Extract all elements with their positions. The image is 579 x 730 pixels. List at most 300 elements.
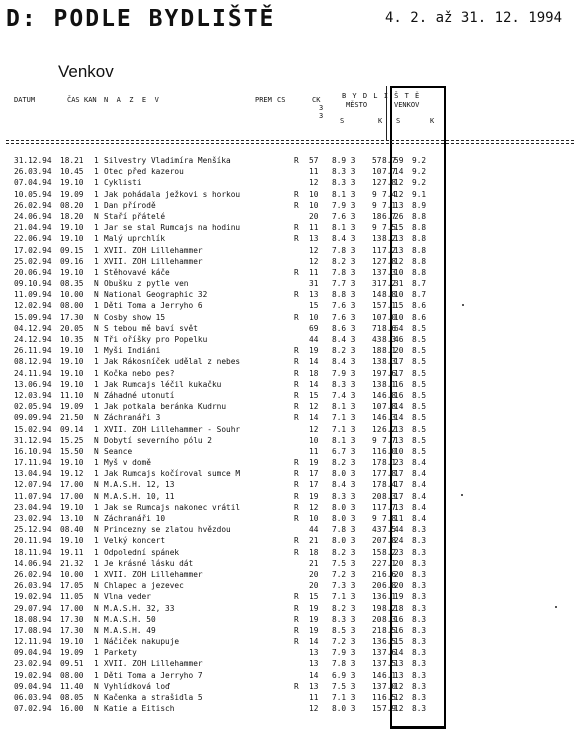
row-premiere: R	[294, 681, 299, 691]
col-header-kan: KAN	[84, 96, 97, 104]
row-date: 09.10.94	[14, 279, 52, 289]
row-venkov-s: 13	[394, 234, 404, 244]
row-mesto-s: 22	[372, 558, 382, 568]
row-premiere: R	[294, 390, 299, 400]
row-mesto-s: 17	[372, 458, 382, 468]
row-time: 11.05	[60, 592, 84, 602]
row-share: 14	[309, 379, 319, 389]
row-venkov-k: 8.3	[412, 592, 427, 602]
row-date: 19.02.94	[14, 670, 52, 680]
row-share: 10	[309, 189, 319, 199]
row-title: National Geographic 32	[104, 290, 208, 300]
row-channel: N	[94, 435, 99, 445]
row-venkov-k: 8.5	[412, 379, 427, 389]
row-time: 17.30	[60, 614, 84, 624]
row-time: 19.10	[60, 178, 84, 188]
table-row	[14, 211, 450, 222]
row-share: 10	[309, 200, 319, 210]
row-share: 18	[309, 547, 319, 557]
row-title: Vyhlídková loď	[104, 681, 170, 691]
row-time: 17.00	[60, 480, 84, 490]
row-channel: N	[94, 491, 99, 501]
row-venkov-k: 8.3	[412, 569, 427, 579]
row-share: 11	[309, 167, 319, 177]
row-mesto-k: 7.0	[382, 681, 397, 691]
row-mesto-k: 8.5	[382, 625, 397, 635]
row-date: 06.03.94	[14, 693, 52, 702]
table-row	[14, 658, 450, 669]
row-date: 04.12.94	[14, 323, 52, 333]
row-share: 11	[309, 693, 319, 702]
row-time: 19.10	[60, 346, 84, 356]
row-channel: 1	[94, 469, 99, 479]
row-date: 10.05.94	[14, 189, 52, 199]
row-mesto-s: 13	[372, 267, 382, 277]
row-mesto-s: 9	[372, 514, 377, 523]
row-venkov-k: 8.7	[412, 290, 427, 300]
row-premiere: R	[294, 413, 299, 423]
row-mesto-k: 8.2	[382, 547, 397, 557]
row-date: 29.07.94	[14, 603, 52, 613]
row-share: 19	[309, 625, 319, 635]
row-time: 08.00	[60, 301, 84, 311]
row-title: Princezny se zlatou hvězdou	[104, 525, 231, 535]
row-title: Kačenka a strašidla 5	[104, 693, 203, 702]
row-venkov-k: 8.5	[412, 435, 427, 445]
table-row	[14, 524, 450, 535]
row-mesto-k: 8.4	[382, 480, 397, 490]
row-title: M.A.S.H. 10, 11	[104, 491, 175, 501]
row-channel: 1	[94, 402, 99, 412]
row-share: 13	[309, 290, 319, 300]
row-date: 13.06.94	[14, 379, 52, 389]
row-venkov-s: 14	[394, 402, 404, 412]
row-share: 11	[309, 223, 319, 233]
row-channel: 1	[94, 200, 99, 210]
table-row	[14, 670, 450, 681]
row-premiere: R	[294, 592, 299, 602]
row-venkov-k: 8.8	[412, 267, 427, 277]
row-venkov-k: 9.2	[412, 167, 427, 177]
row-channel: N	[94, 211, 99, 221]
row-mesto-k: 6.8	[382, 581, 397, 591]
row-venkov-k: 8.3	[412, 681, 427, 691]
table-row	[14, 681, 450, 692]
row-share: 20	[309, 581, 319, 591]
table-row	[14, 446, 450, 457]
row-mesto-s: 15	[372, 547, 382, 557]
row-premiere: R	[294, 312, 299, 322]
row-channel: 1	[94, 659, 99, 669]
col-header-prem: PREM	[255, 96, 272, 104]
row-mesto-s: 10	[372, 312, 382, 322]
row-venkov-k: 8.4	[412, 514, 427, 523]
table-row	[14, 345, 450, 356]
table-row	[14, 603, 450, 614]
row-venkov-k: 8.3	[412, 547, 427, 557]
table-row	[14, 222, 450, 233]
row-title: XVII. ZOH Lillehammer	[104, 256, 203, 266]
row-mesto-s: 71	[372, 323, 382, 333]
row-ck: 7.1 3	[332, 424, 356, 434]
row-title: Malý uprchlík	[104, 234, 166, 244]
row-ck: 8.2 3	[332, 603, 356, 613]
row-channel: N	[94, 614, 99, 624]
row-channel: N	[94, 312, 99, 322]
row-premiere: R	[294, 234, 299, 244]
row-title: Velký koncert	[104, 536, 166, 546]
table-row	[14, 200, 450, 211]
row-channel: 1	[94, 558, 99, 568]
row-title: Záchranáři 3	[104, 413, 161, 423]
row-venkov-k: 8.3	[412, 603, 427, 613]
row-ck: 8.4 3	[332, 335, 356, 344]
row-venkov-s: 16	[394, 625, 404, 635]
row-date: 19.02.94	[14, 592, 52, 602]
row-share: 44	[309, 525, 319, 535]
table-row	[14, 368, 450, 379]
row-channel: N	[94, 323, 99, 333]
row-title: Otec před kazerou	[104, 167, 184, 177]
row-share: 69	[309, 323, 319, 333]
row-share: 31	[309, 279, 319, 289]
row-mesto-k: 6.1	[382, 592, 397, 602]
table-row	[14, 614, 450, 625]
row-mesto-k: 8.3	[382, 357, 397, 367]
row-mesto-s: 9	[372, 200, 377, 210]
row-mesto-s: 12	[372, 178, 382, 188]
row-ck: 8.9 3	[332, 156, 356, 165]
row-title: Myš v domě	[104, 458, 151, 468]
row-venkov-k: 8.8	[412, 223, 427, 233]
row-share: 19	[309, 458, 319, 468]
row-venkov-s: 46	[394, 335, 404, 344]
row-channel: N	[94, 279, 99, 289]
row-venkov-k: 8.5	[412, 446, 427, 456]
row-date: 08.12.94	[14, 357, 52, 367]
row-title: XVII. ZOH Lillehammer - Souhr	[104, 424, 241, 434]
row-date: 25.12.94	[14, 525, 52, 535]
data-table	[14, 155, 450, 714]
row-channel: 1	[94, 648, 99, 658]
row-premiere: R	[294, 223, 299, 233]
row-ck: 8.0 3	[332, 704, 356, 714]
row-mesto-k: 7.4	[382, 189, 397, 199]
row-time: 21.32	[60, 558, 84, 568]
row-time: 19.09	[60, 648, 84, 658]
row-premiere: R	[294, 469, 299, 479]
row-ck: 8.3 3	[332, 491, 356, 501]
row-title: Náčiček nakupuje	[104, 637, 180, 647]
row-share: 15	[309, 301, 319, 311]
row-ck: 8.0 3	[332, 536, 356, 546]
row-share: 19	[309, 614, 319, 624]
row-channel: 1	[94, 357, 99, 367]
row-channel: 1	[94, 245, 99, 255]
row-premiere: R	[294, 267, 299, 277]
row-venkov-k: 8.9	[412, 200, 427, 210]
row-venkov-s: 15	[394, 637, 404, 647]
row-venkov-s: 17	[394, 480, 404, 490]
row-date: 14.06.94	[14, 558, 52, 568]
row-venkov-k: 8.4	[412, 502, 427, 512]
date-range: 4. 2. až 31. 12. 1994	[385, 10, 563, 26]
row-mesto-s: 9	[372, 223, 377, 233]
row-title: Obušku z pytle ven	[104, 279, 189, 289]
speck	[462, 304, 464, 306]
row-title: XVII. ZOH Lillehammer	[104, 659, 203, 669]
row-share: 17	[309, 469, 319, 479]
col-header-ck-sub: 3 3	[319, 104, 324, 120]
row-time: 19.10	[60, 368, 84, 378]
row-ck: 8.0 3	[332, 502, 356, 512]
row-share: 12	[309, 178, 319, 188]
row-mesto-k: 7.9	[382, 704, 397, 714]
row-venkov-s: 20	[394, 581, 404, 591]
row-venkov-k: 8.8	[412, 245, 427, 255]
row-time: 08.00	[60, 670, 84, 680]
row-mesto-s: 15	[372, 704, 382, 714]
row-venkov-s: 16	[394, 390, 404, 400]
table-row	[14, 692, 450, 703]
row-premiere: R	[294, 547, 299, 557]
row-venkov-k: 8.3	[412, 670, 427, 680]
row-venkov-s: 20	[394, 346, 404, 356]
row-mesto-k: 7.8	[382, 402, 397, 412]
row-premiere: R	[294, 603, 299, 613]
row-venkov-s: 13	[394, 670, 404, 680]
row-mesto-k: 7.6	[382, 648, 397, 658]
row-time: 11.40	[60, 681, 84, 691]
row-ck: 8.4 3	[332, 357, 356, 367]
row-mesto-k: 7.7	[382, 502, 397, 512]
row-mesto-s: 57	[372, 156, 382, 165]
row-date: 18.11.94	[14, 547, 52, 557]
table-row	[14, 457, 450, 468]
row-channel: N	[94, 625, 99, 635]
row-date: 13.04.94	[14, 469, 52, 479]
row-channel: 1	[94, 502, 99, 512]
row-title: Jar se stal Rumcajs na hodinu	[104, 223, 241, 233]
row-mesto-s: 15	[372, 301, 382, 311]
row-time: 19.10	[60, 223, 84, 233]
row-venkov-s: 12	[394, 704, 404, 714]
row-time: 19.10	[60, 637, 84, 647]
col-header-ck: CK	[312, 96, 321, 104]
row-title: Dan přírodě	[104, 200, 156, 210]
row-title: Staří přátelé	[104, 211, 166, 221]
table-row	[14, 647, 450, 658]
row-venkov-s: 15	[394, 301, 404, 311]
row-venkov-k: 8.7	[412, 279, 427, 289]
header-rule	[6, 140, 574, 141]
row-mesto-k: 6.5	[382, 637, 397, 647]
row-title: Cyklisti	[104, 178, 142, 188]
table-row	[14, 535, 450, 546]
row-premiere: R	[294, 379, 299, 389]
row-venkov-k: 9.1	[412, 189, 427, 199]
row-share: 14	[309, 357, 319, 367]
row-venkov-k: 8.8	[412, 211, 427, 221]
row-date: 17.02.94	[14, 245, 52, 255]
row-title: M.A.S.H. 50	[104, 614, 156, 624]
row-mesto-k: 8.6	[382, 323, 397, 333]
row-ck: 8.2 3	[332, 547, 356, 557]
row-venkov-s: 13	[394, 424, 404, 434]
row-mesto-s: 14	[372, 290, 382, 300]
row-share: 20	[309, 569, 319, 579]
row-mesto-k: 7.2	[382, 279, 397, 289]
row-time: 19.10	[60, 234, 84, 244]
row-ck: 7.9 3	[332, 648, 356, 658]
row-venkov-s: 14	[394, 167, 404, 177]
row-ck: 7.1 3	[332, 413, 356, 423]
row-date: 26.11.94	[14, 346, 52, 356]
row-channel: 1	[94, 178, 99, 188]
row-time: 09.14	[60, 424, 84, 434]
row-mesto-s: 21	[372, 569, 382, 579]
section-subtitle: Venkov	[58, 62, 114, 81]
row-title: M.A.S.H. 12, 13	[104, 480, 175, 490]
row-time: 19.10	[60, 458, 84, 468]
row-channel: N	[94, 592, 99, 602]
row-title: Odpolední spánek	[104, 547, 180, 557]
row-title: XVII. ZOH Lillehammer	[104, 245, 203, 255]
row-channel: N	[94, 704, 99, 714]
row-mesto-k: 7.8	[382, 256, 397, 266]
row-title: Tři oříšky pro Popelku	[104, 335, 208, 344]
table-row	[14, 424, 450, 435]
row-mesto-s: 13	[372, 234, 382, 244]
row-time: 19.10	[60, 502, 84, 512]
row-mesto-s: 11	[372, 502, 382, 512]
row-venkov-s: 16	[394, 379, 404, 389]
row-venkov-k: 8.4	[412, 480, 427, 490]
col-header-cs: CS	[277, 96, 286, 104]
row-premiere: R	[294, 189, 299, 199]
row-ck: 6.9 3	[332, 670, 356, 680]
speck	[461, 494, 463, 496]
row-channel: 1	[94, 368, 99, 378]
table-row	[14, 513, 450, 524]
row-title: Jak Rákosníček udělal z nebes	[104, 357, 241, 367]
row-venkov-s: 14	[394, 413, 404, 423]
row-venkov-s: 14	[394, 648, 404, 658]
row-date: 07.02.94	[14, 704, 52, 714]
row-mesto-s: 13	[372, 659, 382, 669]
row-mesto-s: 11	[372, 446, 382, 456]
row-mesto-k: 8.1	[382, 346, 397, 356]
row-venkov-k: 8.5	[412, 357, 427, 367]
table-row	[14, 300, 450, 311]
row-title: Jak pohádala ježkovi s horkou	[104, 189, 241, 199]
row-mesto-k: 6.2	[382, 424, 397, 434]
row-share: 19	[309, 603, 319, 613]
row-mesto-s: 13	[372, 379, 382, 389]
row-venkov-k: 8.8	[412, 234, 427, 244]
table-row	[14, 166, 450, 177]
row-share: 11	[309, 267, 319, 277]
row-time: 13.10	[60, 514, 84, 523]
table-row	[14, 558, 450, 569]
row-time: 19.10	[60, 267, 84, 277]
row-venkov-s: 23	[394, 458, 404, 468]
row-date: 09.04.94	[14, 648, 52, 658]
row-share: 14	[309, 637, 319, 647]
row-channel: 1	[94, 424, 99, 434]
row-venkov-k: 8.5	[412, 424, 427, 434]
row-time: 10.45	[60, 167, 84, 177]
row-mesto-s: 11	[372, 693, 382, 702]
row-ck: 7.8 3	[332, 525, 356, 535]
row-venkov-s: 11	[394, 514, 404, 523]
row-ck: 7.3 3	[332, 581, 356, 591]
table-row	[14, 479, 450, 490]
row-ck: 8.8 3	[332, 290, 356, 300]
row-share: 20	[309, 211, 319, 221]
row-channel: N	[94, 693, 99, 702]
row-share: 18	[309, 368, 319, 378]
col-header-datum: DATUM	[14, 96, 36, 104]
row-mesto-k: 8.1	[382, 379, 397, 389]
col-header-mesto-s: S	[340, 117, 345, 125]
row-channel: N	[94, 603, 99, 613]
row-mesto-s: 31	[372, 279, 382, 289]
table-row	[14, 390, 450, 401]
row-date: 11.07.94	[14, 491, 52, 501]
row-time: 15.25	[60, 435, 84, 445]
row-venkov-k: 8.5	[412, 390, 427, 400]
row-ck: 8.4 3	[332, 234, 356, 244]
row-venkov-s: 19	[394, 592, 404, 602]
row-date: 12.11.94	[14, 637, 52, 647]
row-time: 10.00	[60, 290, 84, 300]
row-ck: 8.1 3	[332, 189, 356, 199]
row-share: 10	[309, 312, 319, 322]
row-share: 10	[309, 514, 319, 523]
table-row	[14, 636, 450, 647]
row-ck: 8.6 3	[332, 323, 356, 333]
row-time: 19.10	[60, 379, 84, 389]
table-row	[14, 245, 450, 256]
row-share: 12	[309, 402, 319, 412]
row-venkov-k: 8.3	[412, 536, 427, 546]
row-title: Stěhovavé káče	[104, 267, 170, 277]
row-mesto-s: 19	[372, 603, 382, 613]
row-premiere: R	[294, 200, 299, 210]
row-date: 17.08.94	[14, 625, 52, 635]
row-time: 08.40	[60, 525, 84, 535]
row-ck: 8.5 3	[332, 625, 356, 635]
row-venkov-k: 9.2	[412, 178, 427, 188]
row-channel: 1	[94, 267, 99, 277]
row-venkov-k: 8.3	[412, 625, 427, 635]
row-mesto-k: 7.3	[382, 267, 397, 277]
row-ck: 8.1 3	[332, 435, 356, 445]
row-ck: 7.1 3	[332, 693, 356, 702]
row-channel: N	[94, 335, 99, 344]
row-premiere: R	[294, 368, 299, 378]
row-venkov-k: 8.6	[412, 312, 427, 322]
table-row	[14, 256, 450, 267]
row-venkov-k: 8.3	[412, 659, 427, 669]
row-venkov-k: 8.5	[412, 323, 427, 333]
row-channel: N	[94, 413, 99, 423]
row-mesto-s: 12	[372, 256, 382, 266]
row-time: 11.10	[60, 390, 84, 400]
row-mesto-s: 13	[372, 592, 382, 602]
row-mesto-k: 6.7	[382, 211, 397, 221]
